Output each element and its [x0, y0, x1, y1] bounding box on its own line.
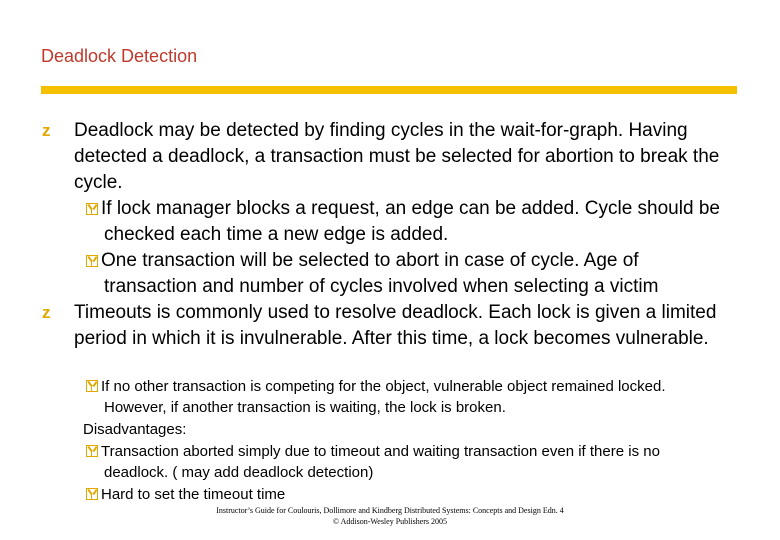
- disadvantages-label: Disadvantages:: [83, 421, 187, 438]
- bullet-2-sub-1-text: If no other transaction is competing for the object, vulnerable object remained locked. However, if another transaction is waiting, the lock is broken.: [101, 378, 666, 416]
- bullet-1-sub-2-text: One transaction will be selected to abort in case of cycle. Age of transaction and number of cycles involved when selecting a victim: [101, 250, 659, 297]
- bullet-2-sub-3: [86, 484, 726, 505]
- bullet-1-sub-2: [86, 248, 726, 300]
- bullet-1-sub-1-text: If lock manager blocks a request, an edge can be added. Cycle should be checked each time a new edge is added.: [101, 198, 720, 245]
- bullet-2-sub-1: [86, 376, 726, 418]
- slide-title: Deadlock Detection: [41, 46, 198, 66]
- y-bullet-icon: [86, 445, 98, 457]
- y-bullet-icon: [86, 255, 98, 267]
- bullet-1-sub-1: [86, 196, 738, 248]
- bullet-2-sub-3-text: Hard to set the timeout time: [101, 486, 286, 503]
- bullet-2-sub-2-text: Transaction aborted simply due to timeout and waiting transaction even if there is no deadlock. ( may add deadlock detection): [101, 443, 660, 481]
- y-bullet-icon: [86, 380, 98, 392]
- title-divider: [41, 86, 737, 94]
- y-bullet-icon: [86, 203, 98, 215]
- y-bullet-icon: [86, 488, 98, 500]
- bullet-2-text: Timeouts is commonly used to resolve deadlock. Each lock is given a limited period in which it is invulnerable. After this time, a lock becomes vulnerable.: [74, 302, 717, 349]
- bullet-2-sub-2: [86, 441, 726, 483]
- footer-copyright: © Addison-Wesley Publishers 2005: [332, 517, 448, 526]
- bullet-1-text: Deadlock may be detected by finding cycles in the wait-for-graph. Having detected a deadlock, a transaction must be selected for abortion to break the cycle.: [74, 120, 720, 193]
- footer-credit: Instructor’s Guide for Coulouris, Dollimore and Kindberg Distributed Systems: Concepts and Design Edn. 4: [216, 506, 564, 515]
- bullet-marker-icon: z: [42, 121, 51, 140]
- bullet-marker-icon: z: [42, 303, 51, 322]
